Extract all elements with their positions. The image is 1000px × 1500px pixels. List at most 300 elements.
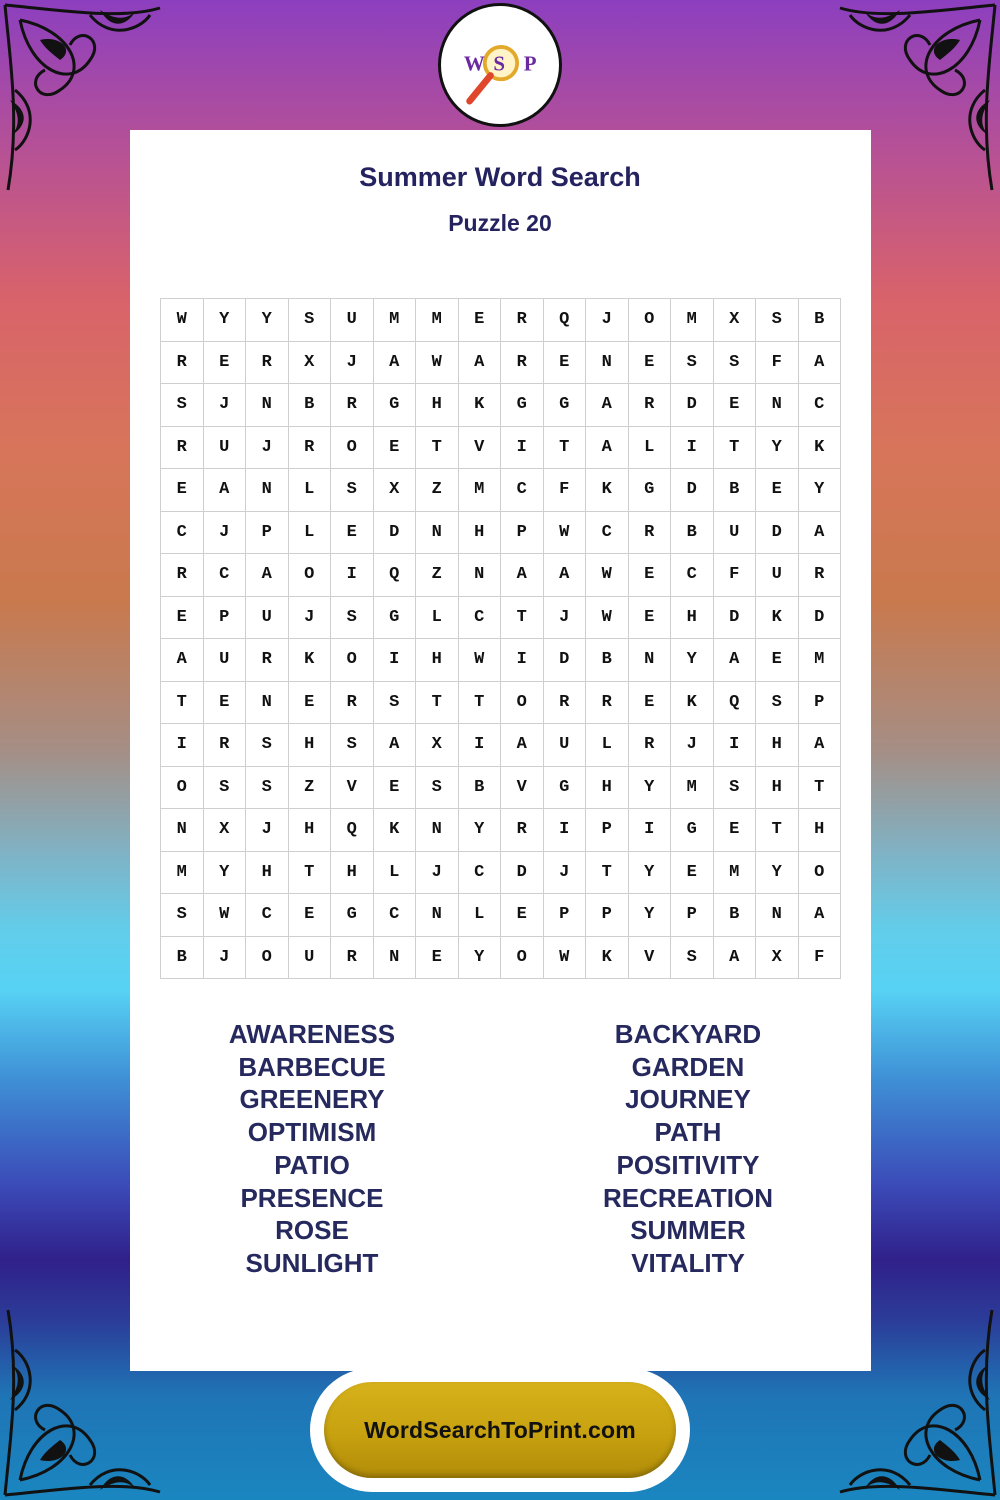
grid-cell[interactable]: N bbox=[246, 681, 289, 724]
grid-cell[interactable]: Y bbox=[798, 469, 841, 512]
grid-cell[interactable]: G bbox=[373, 596, 416, 639]
grid-cell[interactable]: J bbox=[203, 511, 246, 554]
grid-cell[interactable]: A bbox=[501, 554, 544, 597]
grid-row bbox=[161, 894, 841, 937]
grid-cell[interactable]: H bbox=[416, 639, 459, 682]
grid-cell[interactable]: V bbox=[331, 766, 374, 809]
grid-cell[interactable]: B bbox=[713, 469, 756, 512]
logo-letter-w: W bbox=[463, 51, 485, 76]
grid-cell[interactable]: Q bbox=[373, 554, 416, 597]
word-item: RECREATION bbox=[603, 1182, 773, 1213]
grid-cell[interactable]: G bbox=[628, 469, 671, 512]
grid-cell[interactable]: G bbox=[373, 384, 416, 427]
grid-cell[interactable]: Z bbox=[416, 554, 459, 597]
grid-cell[interactable]: I bbox=[331, 554, 374, 597]
grid-cell[interactable]: K bbox=[586, 469, 629, 512]
grid-cell[interactable]: H bbox=[756, 766, 799, 809]
grid-cell[interactable]: O bbox=[161, 766, 204, 809]
grid-cell[interactable]: P bbox=[586, 809, 629, 852]
grid-cell[interactable]: J bbox=[288, 596, 331, 639]
grid-cell[interactable]: Y bbox=[756, 426, 799, 469]
word-item: PATH bbox=[654, 1117, 722, 1148]
grid-cell[interactable]: H bbox=[756, 724, 799, 767]
grid-cell[interactable]: P bbox=[203, 596, 246, 639]
grid-cell[interactable]: D bbox=[501, 851, 544, 894]
grid-cell[interactable]: A bbox=[373, 341, 416, 384]
grid-row bbox=[161, 724, 841, 767]
grid-cell[interactable]: L bbox=[586, 724, 629, 767]
grid-cell[interactable]: D bbox=[373, 511, 416, 554]
grid-cell[interactable]: M bbox=[373, 299, 416, 342]
grid-cell[interactable]: V bbox=[501, 766, 544, 809]
word-item: GARDEN bbox=[631, 1051, 745, 1082]
grid-row bbox=[161, 469, 841, 512]
grid-cell[interactable]: C bbox=[501, 469, 544, 512]
grid-cell[interactable]: C bbox=[458, 851, 501, 894]
grid-cell[interactable]: B bbox=[161, 936, 204, 979]
grid-cell[interactable]: L bbox=[288, 511, 331, 554]
grid-cell[interactable]: R bbox=[246, 639, 289, 682]
grid-row bbox=[161, 681, 841, 724]
grid-cell[interactable]: S bbox=[671, 936, 714, 979]
grid-cell[interactable]: E bbox=[713, 809, 756, 852]
grid-cell[interactable]: H bbox=[288, 724, 331, 767]
grid-cell[interactable]: K bbox=[458, 384, 501, 427]
grid-cell[interactable]: W bbox=[543, 936, 586, 979]
grid-cell[interactable]: J bbox=[203, 384, 246, 427]
grid-cell[interactable]: D bbox=[671, 384, 714, 427]
grid-cell[interactable]: I bbox=[501, 639, 544, 682]
grid-cell[interactable]: X bbox=[416, 724, 459, 767]
site-logo[interactable] bbox=[438, 3, 562, 127]
grid-cell[interactable]: E bbox=[628, 341, 671, 384]
grid-cell[interactable]: M bbox=[161, 851, 204, 894]
grid-cell[interactable]: D bbox=[671, 469, 714, 512]
grid-cell[interactable]: K bbox=[288, 639, 331, 682]
grid-cell[interactable]: J bbox=[671, 724, 714, 767]
grid-cell[interactable]: T bbox=[288, 851, 331, 894]
grid-cell[interactable]: J bbox=[203, 936, 246, 979]
grid-cell[interactable]: S bbox=[416, 766, 459, 809]
grid-cell[interactable]: U bbox=[203, 426, 246, 469]
grid-cell[interactable]: U bbox=[246, 596, 289, 639]
grid-cell[interactable]: B bbox=[458, 766, 501, 809]
grid-cell[interactable]: E bbox=[756, 469, 799, 512]
grid-cell[interactable]: L bbox=[373, 851, 416, 894]
grid-cell[interactable]: H bbox=[586, 766, 629, 809]
grid-cell[interactable]: K bbox=[373, 809, 416, 852]
grid-cell[interactable]: I bbox=[373, 639, 416, 682]
grid-cell[interactable]: S bbox=[246, 766, 289, 809]
grid-cell[interactable]: L bbox=[416, 596, 459, 639]
grid-cell[interactable]: Y bbox=[458, 936, 501, 979]
grid-cell[interactable]: T bbox=[713, 426, 756, 469]
website-link[interactable]: WordSearchToPrint.com bbox=[364, 1416, 636, 1443]
grid-cell[interactable]: E bbox=[288, 894, 331, 937]
grid-cell[interactable]: E bbox=[628, 554, 671, 597]
grid-cell[interactable]: G bbox=[671, 809, 714, 852]
grid-cell[interactable]: L bbox=[458, 894, 501, 937]
grid-cell[interactable]: V bbox=[628, 936, 671, 979]
grid-cell[interactable]: D bbox=[798, 596, 841, 639]
grid-cell[interactable]: W bbox=[161, 299, 204, 342]
grid-cell[interactable]: A bbox=[543, 554, 586, 597]
grid-cell[interactable]: K bbox=[586, 936, 629, 979]
grid-cell[interactable]: S bbox=[161, 894, 204, 937]
grid-cell[interactable]: E bbox=[458, 299, 501, 342]
grid-cell[interactable]: D bbox=[543, 639, 586, 682]
word-item: ROSE bbox=[275, 1215, 349, 1246]
footer-badge bbox=[310, 1368, 690, 1492]
grid-cell[interactable]: E bbox=[203, 681, 246, 724]
grid-cell[interactable]: E bbox=[288, 681, 331, 724]
grid-cell[interactable]: J bbox=[246, 809, 289, 852]
grid-cell[interactable]: M bbox=[798, 639, 841, 682]
grid-cell[interactable]: A bbox=[246, 554, 289, 597]
grid-cell[interactable]: P bbox=[543, 894, 586, 937]
grid-cell[interactable]: N bbox=[756, 894, 799, 937]
grid-cell[interactable]: I bbox=[161, 724, 204, 767]
grid-cell[interactable]: A bbox=[203, 469, 246, 512]
grid-cell[interactable]: E bbox=[628, 681, 671, 724]
grid-cell[interactable]: U bbox=[331, 299, 374, 342]
grid-cell[interactable]: C bbox=[671, 554, 714, 597]
grid-row bbox=[161, 299, 841, 342]
grid-cell[interactable]: A bbox=[161, 639, 204, 682]
grid-cell[interactable]: R bbox=[161, 426, 204, 469]
grid-cell[interactable]: W bbox=[586, 596, 629, 639]
grid-cell[interactable]: P bbox=[798, 681, 841, 724]
grid-cell[interactable]: I bbox=[458, 724, 501, 767]
grid-cell[interactable]: R bbox=[586, 681, 629, 724]
word-item: POSITIVITY bbox=[616, 1149, 760, 1180]
grid-cell[interactable]: O bbox=[288, 554, 331, 597]
grid-cell[interactable]: J bbox=[543, 596, 586, 639]
logo-letter-s: S bbox=[493, 51, 505, 76]
grid-cell[interactable]: N bbox=[161, 809, 204, 852]
grid-cell[interactable]: D bbox=[713, 596, 756, 639]
grid-cell[interactable]: Z bbox=[416, 469, 459, 512]
grid-row bbox=[161, 341, 841, 384]
grid-row bbox=[161, 639, 841, 682]
word-item: BARBECUE bbox=[238, 1051, 386, 1082]
grid-cell[interactable]: A bbox=[586, 384, 629, 427]
grid-cell[interactable]: F bbox=[543, 469, 586, 512]
grid-row bbox=[161, 384, 841, 427]
grid-cell[interactable]: A bbox=[458, 341, 501, 384]
grid-row bbox=[161, 511, 841, 554]
grid-cell[interactable]: G bbox=[543, 384, 586, 427]
grid-cell[interactable]: N bbox=[246, 384, 289, 427]
grid-cell[interactable]: J bbox=[416, 851, 459, 894]
grid-cell[interactable]: S bbox=[671, 341, 714, 384]
grid-cell[interactable]: D bbox=[756, 511, 799, 554]
logo-letter-p: P bbox=[523, 51, 537, 76]
grid-cell[interactable]: F bbox=[713, 554, 756, 597]
word-item: VITALITY bbox=[631, 1247, 745, 1278]
grid-cell[interactable]: H bbox=[671, 596, 714, 639]
grid-cell[interactable]: T bbox=[756, 809, 799, 852]
grid-cell[interactable]: X bbox=[713, 299, 756, 342]
grid-cell[interactable]: M bbox=[671, 299, 714, 342]
grid-cell[interactable]: W bbox=[543, 511, 586, 554]
grid-cell[interactable]: M bbox=[713, 851, 756, 894]
grid-cell[interactable]: H bbox=[246, 851, 289, 894]
grid-cell[interactable]: P bbox=[586, 894, 629, 937]
grid-cell[interactable]: R bbox=[628, 511, 671, 554]
grid-cell[interactable]: N bbox=[416, 809, 459, 852]
grid-cell[interactable]: N bbox=[246, 469, 289, 512]
grid-cell[interactable]: Q bbox=[543, 299, 586, 342]
grid-cell[interactable]: H bbox=[331, 851, 374, 894]
grid-cell[interactable]: R bbox=[331, 681, 374, 724]
grid-cell[interactable]: C bbox=[586, 511, 629, 554]
grid-cell[interactable]: S bbox=[331, 469, 374, 512]
grid-cell[interactable]: S bbox=[288, 299, 331, 342]
grid-cell[interactable]: A bbox=[798, 341, 841, 384]
grid-cell[interactable]: W bbox=[416, 341, 459, 384]
grid-cell[interactable]: E bbox=[331, 511, 374, 554]
grid-cell[interactable]: A bbox=[713, 936, 756, 979]
grid-cell[interactable]: H bbox=[798, 809, 841, 852]
grid-cell[interactable]: T bbox=[458, 681, 501, 724]
grid-cell[interactable]: S bbox=[331, 724, 374, 767]
grid-cell[interactable]: F bbox=[798, 936, 841, 979]
grid-cell[interactable]: R bbox=[501, 299, 544, 342]
word-list-right bbox=[523, 1018, 853, 1280]
grid-cell[interactable]: W bbox=[586, 554, 629, 597]
grid-cell[interactable]: U bbox=[713, 511, 756, 554]
grid-cell[interactable]: R bbox=[628, 384, 671, 427]
grid-cell[interactable]: A bbox=[798, 511, 841, 554]
grid-cell[interactable]: E bbox=[756, 639, 799, 682]
grid-cell[interactable]: U bbox=[543, 724, 586, 767]
grid-cell[interactable]: R bbox=[628, 724, 671, 767]
grid-cell[interactable]: E bbox=[543, 341, 586, 384]
grid-cell[interactable]: T bbox=[161, 681, 204, 724]
word-item: PRESENCE bbox=[240, 1182, 384, 1213]
grid-cell[interactable]: O bbox=[331, 426, 374, 469]
grid-cell[interactable]: Y bbox=[203, 851, 246, 894]
word-item: AWARENESS bbox=[228, 1019, 396, 1049]
grid-cell[interactable]: P bbox=[671, 894, 714, 937]
grid-cell[interactable]: E bbox=[416, 936, 459, 979]
grid-cell[interactable]: N bbox=[373, 936, 416, 979]
grid-cell[interactable]: E bbox=[671, 851, 714, 894]
grid-cell[interactable]: R bbox=[501, 809, 544, 852]
grid-row bbox=[161, 554, 841, 597]
grid-cell[interactable]: O bbox=[246, 936, 289, 979]
grid-cell[interactable]: E bbox=[501, 894, 544, 937]
grid-cell[interactable]: I bbox=[671, 426, 714, 469]
grid-cell[interactable]: O bbox=[798, 851, 841, 894]
grid-cell[interactable]: H bbox=[416, 384, 459, 427]
word-item: GREENERY bbox=[239, 1084, 385, 1115]
grid-cell[interactable]: S bbox=[713, 341, 756, 384]
grid-cell[interactable]: N bbox=[416, 894, 459, 937]
grid-cell[interactable]: C bbox=[798, 384, 841, 427]
word-item: SUMMER bbox=[630, 1215, 746, 1246]
word-item: SUNLIGHT bbox=[245, 1247, 379, 1278]
grid-cell[interactable]: J bbox=[543, 851, 586, 894]
letter-grid bbox=[160, 298, 841, 979]
grid-cell[interactable]: E bbox=[161, 469, 204, 512]
grid-cell[interactable]: B bbox=[671, 511, 714, 554]
grid-cell[interactable]: E bbox=[373, 426, 416, 469]
grid-cell[interactable]: M bbox=[458, 469, 501, 512]
grid-cell[interactable]: A bbox=[373, 724, 416, 767]
word-item: BACKYARD bbox=[614, 1019, 762, 1049]
grid-cell[interactable]: O bbox=[331, 639, 374, 682]
grid-cell[interactable]: Z bbox=[288, 766, 331, 809]
grid-cell[interactable]: R bbox=[331, 384, 374, 427]
grid-cell[interactable]: R bbox=[246, 341, 289, 384]
grid-cell[interactable]: Y bbox=[628, 766, 671, 809]
grid-cell[interactable]: P bbox=[246, 511, 289, 554]
grid-cell[interactable]: O bbox=[628, 299, 671, 342]
grid-cell[interactable]: R bbox=[501, 341, 544, 384]
grid-cell[interactable]: X bbox=[288, 341, 331, 384]
grid-cell[interactable]: S bbox=[161, 384, 204, 427]
grid-cell[interactable]: T bbox=[416, 426, 459, 469]
grid-cell[interactable]: R bbox=[161, 554, 204, 597]
grid-cell[interactable]: M bbox=[671, 766, 714, 809]
grid-cell[interactable]: O bbox=[501, 936, 544, 979]
website-button[interactable] bbox=[324, 1382, 676, 1478]
grid-cell[interactable]: W bbox=[203, 894, 246, 937]
grid-cell[interactable]: T bbox=[416, 681, 459, 724]
grid-cell[interactable]: Q bbox=[331, 809, 374, 852]
grid-cell[interactable]: H bbox=[458, 511, 501, 554]
grid-cell[interactable]: M bbox=[416, 299, 459, 342]
grid-cell[interactable]: A bbox=[501, 724, 544, 767]
grid-cell[interactable]: Y bbox=[628, 894, 671, 937]
grid-cell[interactable]: C bbox=[161, 511, 204, 554]
grid-cell[interactable]: S bbox=[756, 299, 799, 342]
grid-cell[interactable]: B bbox=[288, 384, 331, 427]
grid-cell[interactable]: E bbox=[203, 341, 246, 384]
grid-cell[interactable]: O bbox=[501, 681, 544, 724]
grid-cell[interactable]: R bbox=[161, 341, 204, 384]
grid-cell[interactable]: H bbox=[288, 809, 331, 852]
grid-cell[interactable]: S bbox=[373, 681, 416, 724]
grid-cell[interactable]: J bbox=[246, 426, 289, 469]
grid-cell[interactable]: K bbox=[756, 596, 799, 639]
word-item: JOURNEY bbox=[625, 1084, 751, 1115]
grid-cell[interactable]: S bbox=[756, 681, 799, 724]
grid-cell[interactable]: C bbox=[458, 596, 501, 639]
grid-cell[interactable]: S bbox=[203, 766, 246, 809]
grid-cell[interactable]: G bbox=[501, 384, 544, 427]
grid-cell[interactable]: U bbox=[288, 936, 331, 979]
grid-cell[interactable]: R bbox=[203, 724, 246, 767]
grid-cell[interactable]: L bbox=[288, 469, 331, 512]
grid-cell[interactable]: F bbox=[756, 341, 799, 384]
grid-cell[interactable]: K bbox=[671, 681, 714, 724]
grid-cell[interactable]: J bbox=[331, 341, 374, 384]
grid-cell[interactable]: U bbox=[756, 554, 799, 597]
grid-row bbox=[161, 596, 841, 639]
grid-cell[interactable]: C bbox=[246, 894, 289, 937]
grid-cell[interactable]: T bbox=[798, 766, 841, 809]
grid-cell[interactable]: R bbox=[798, 554, 841, 597]
grid-cell[interactable]: U bbox=[203, 639, 246, 682]
word-item: PATIO bbox=[274, 1149, 350, 1180]
grid-cell[interactable]: Y bbox=[671, 639, 714, 682]
grid-cell[interactable]: A bbox=[798, 724, 841, 767]
grid-cell[interactable]: Q bbox=[713, 681, 756, 724]
word-item: OPTIMISM bbox=[247, 1117, 377, 1148]
grid-cell[interactable]: B bbox=[798, 299, 841, 342]
grid-cell[interactable]: A bbox=[713, 639, 756, 682]
grid-cell[interactable]: S bbox=[246, 724, 289, 767]
puzzle-subtitle: Puzzle 20 bbox=[448, 210, 552, 236]
grid-cell[interactable]: E bbox=[161, 596, 204, 639]
grid-cell[interactable]: B bbox=[713, 894, 756, 937]
grid-cell[interactable]: J bbox=[586, 299, 629, 342]
grid-cell[interactable]: W bbox=[458, 639, 501, 682]
grid-cell[interactable]: N bbox=[416, 511, 459, 554]
grid-cell[interactable]: Y bbox=[246, 299, 289, 342]
grid-cell[interactable]: I bbox=[713, 724, 756, 767]
grid-cell[interactable]: I bbox=[501, 426, 544, 469]
puzzle-title: Summer Word Search bbox=[359, 162, 641, 192]
word-list-left bbox=[147, 1018, 477, 1280]
grid-cell[interactable]: G bbox=[331, 894, 374, 937]
grid-cell[interactable]: S bbox=[713, 766, 756, 809]
grid-cell[interactable]: Y bbox=[203, 299, 246, 342]
grid-row bbox=[161, 766, 841, 809]
grid-cell[interactable]: R bbox=[543, 681, 586, 724]
grid-cell[interactable]: Y bbox=[756, 851, 799, 894]
grid-cell[interactable]: N bbox=[756, 384, 799, 427]
grid-cell[interactable]: B bbox=[586, 639, 629, 682]
grid-cell[interactable]: V bbox=[458, 426, 501, 469]
grid-cell[interactable]: N bbox=[628, 639, 671, 682]
grid-cell[interactable]: G bbox=[543, 766, 586, 809]
grid-cell[interactable]: S bbox=[331, 596, 374, 639]
grid-cell[interactable]: X bbox=[203, 809, 246, 852]
grid-cell[interactable]: E bbox=[373, 766, 416, 809]
grid-cell[interactable]: T bbox=[586, 851, 629, 894]
grid-cell[interactable]: T bbox=[501, 596, 544, 639]
grid-cell[interactable]: N bbox=[458, 554, 501, 597]
grid-cell[interactable]: N bbox=[586, 341, 629, 384]
grid-cell[interactable]: P bbox=[501, 511, 544, 554]
grid-cell[interactable]: L bbox=[628, 426, 671, 469]
grid-cell[interactable]: I bbox=[543, 809, 586, 852]
grid-cell[interactable]: Y bbox=[628, 851, 671, 894]
grid-cell[interactable]: R bbox=[331, 936, 374, 979]
grid-cell[interactable]: E bbox=[713, 384, 756, 427]
grid-row bbox=[161, 426, 841, 469]
grid-cell[interactable]: Y bbox=[458, 809, 501, 852]
grid-cell[interactable]: I bbox=[628, 809, 671, 852]
grid-cell[interactable]: A bbox=[586, 426, 629, 469]
grid-cell[interactable]: R bbox=[288, 426, 331, 469]
grid-cell[interactable]: X bbox=[373, 469, 416, 512]
grid-row bbox=[161, 851, 841, 894]
grid-cell[interactable]: X bbox=[756, 936, 799, 979]
grid-row bbox=[161, 936, 841, 979]
grid-row bbox=[161, 809, 841, 852]
grid-cell[interactable]: C bbox=[203, 554, 246, 597]
grid-cell[interactable]: T bbox=[543, 426, 586, 469]
grid-cell[interactable]: A bbox=[798, 894, 841, 937]
grid-cell[interactable]: K bbox=[798, 426, 841, 469]
grid-cell[interactable]: E bbox=[628, 596, 671, 639]
grid-cell[interactable]: C bbox=[373, 894, 416, 937]
